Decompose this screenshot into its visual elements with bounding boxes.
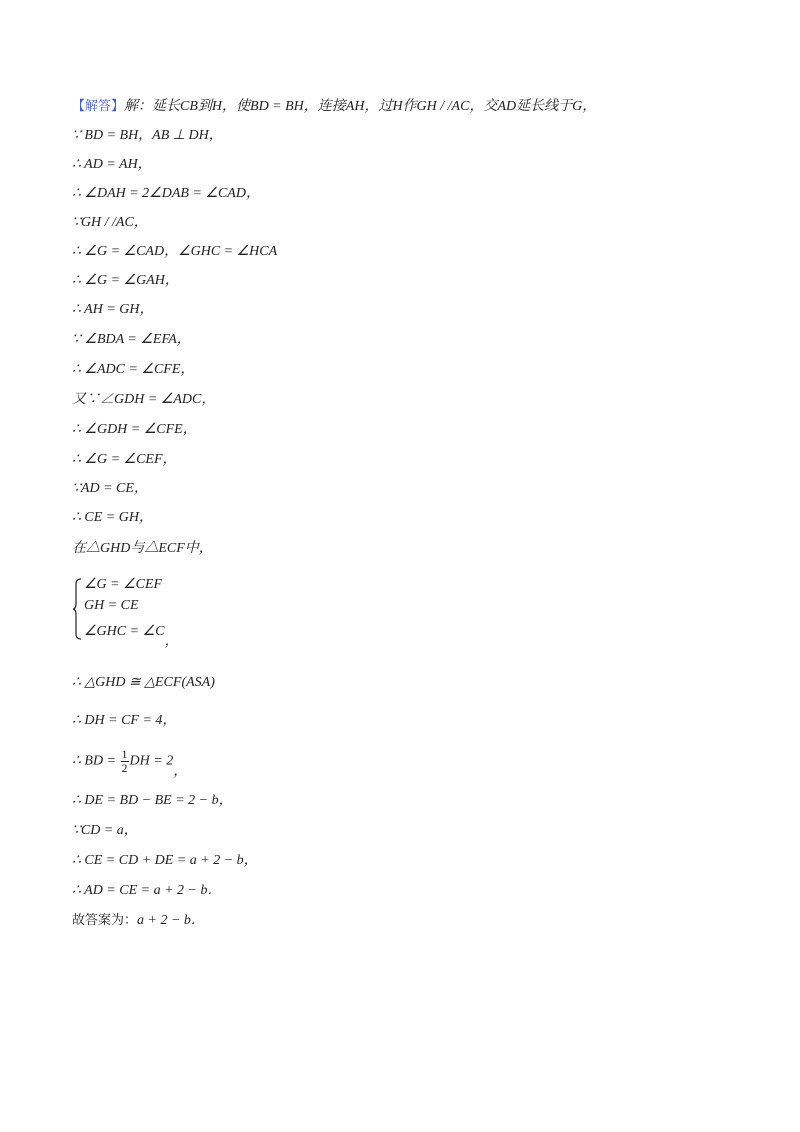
left-brace-icon xyxy=(72,578,82,640)
step-4: ∵GH / /AC， xyxy=(72,215,148,230)
congruence-line: ∴ △GHD ≅ △ECF(ASA) xyxy=(72,675,215,690)
solution-intro: 解：延长CB到H，使BD = BH，连接AH，过H作GH / /AC，交AD延长线于G， xyxy=(124,99,597,114)
answer-line xyxy=(72,912,205,930)
step-14: ∴ CE = GH， xyxy=(72,510,153,525)
step-6: ∴ ∠G = ∠GAH， xyxy=(72,273,179,288)
bd-suffix: DH = 2 xyxy=(129,753,174,769)
step-10: 又∵∠GDH = ∠ADC， xyxy=(72,392,216,407)
answer-prefix: 故答案为： xyxy=(72,913,138,928)
bd-line xyxy=(72,747,188,779)
fraction-one-half xyxy=(121,748,129,775)
solution-label: 【解答】 xyxy=(72,99,125,114)
step-8: ∵ ∠BDA = ∠EFA， xyxy=(72,332,191,347)
fraction-numerator: 1 xyxy=(121,747,128,761)
step-13: ∵AD = CE， xyxy=(72,481,148,496)
step-3: ∴ ∠DAH = 2∠DAB = ∠CAD， xyxy=(72,186,260,201)
fraction-denominator: 2 xyxy=(121,761,128,775)
tail-4: ∴ AD = CE = a + 2 − b． xyxy=(72,883,222,898)
step-12: ∴ ∠G = ∠CEF， xyxy=(72,452,177,467)
system-row-3 xyxy=(84,620,179,649)
system-row-3-text: ∠GHC = ∠C xyxy=(84,624,165,639)
dh-line: ∴ DH = CF = 4， xyxy=(72,713,177,728)
solution-intro-line xyxy=(72,98,596,116)
step-9: ∴ ∠ADC = ∠CFE， xyxy=(72,362,195,377)
step-11: ∴ ∠GDH = ∠CFE， xyxy=(72,422,197,437)
system-row-1: ∠G = ∠CEF xyxy=(84,577,163,592)
answer-end: ． xyxy=(190,913,205,928)
equation-system xyxy=(72,576,272,649)
bd-prefix: ∴ BD = xyxy=(72,753,117,769)
bd-end-comma: ， xyxy=(173,763,188,779)
answer-value: a + 2 − b xyxy=(137,913,191,928)
system-end-comma: ， xyxy=(164,634,179,649)
step-5: ∴ ∠G = ∠CAD，∠GHC = ∠HCA xyxy=(72,244,278,259)
step-1: ∵ BD = BH，AB ⊥ DH， xyxy=(72,128,223,143)
step-15: 在△GHD与△ECF中， xyxy=(72,541,213,556)
tail-1: ∴ DE = BD − BE = 2 − b， xyxy=(72,793,233,808)
step-7: ∴ AH = GH， xyxy=(72,302,154,317)
step-2: ∴ AD = AH， xyxy=(72,157,152,172)
tail-3: ∴ CE = CD + DE = a + 2 − b， xyxy=(72,853,258,868)
tail-2: ∵CD = a， xyxy=(72,823,138,838)
system-row-2: GH = CE xyxy=(84,598,139,613)
